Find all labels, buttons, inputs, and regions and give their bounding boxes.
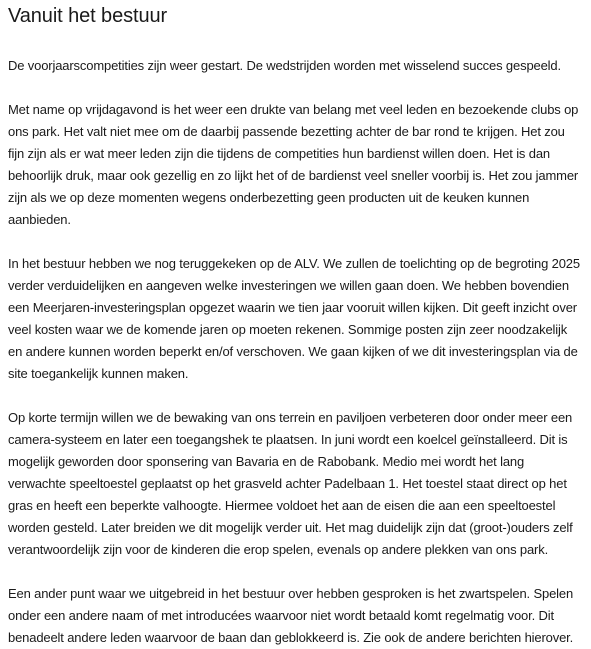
article-paragraph-3: In het bestuur hebben we nog teruggekeken op de ALV. We zullen de toelichting op de begroting 2025 verder verduidelijken en aangeven welke investeringen we willen gaan doen. We hebben bovendien een Meerjaren-investeringsplan opgezet waarin we tien jaar vooruit willen kijken. Dit geeft inzicht over veel kosten waar we de komende jaren op moeten rekenen. Sommige posten zijn zeer noodzakelijk en andere kunnen worden beperkt en/of verschoven. We gaan kijken of we dit investeringsplan via de site toegankelijk kunnen maken.	[8, 256, 580, 381]
article-body	[8, 55, 583, 649]
article-paragraph-2: Met name op vrijdagavond is het weer een drukte van belang met veel leden en bezoekende clubs op ons park. Het valt niet mee om de daarbij passende bezetting achter de bar rond te krijgen. Het zou fijn zijn als er wat meer leden zijn die tijdens de competities hun bardienst willen doen. Het is dan behoorlijk druk, maar ook gezellig en zo lijkt het of de bardienst veel sneller voorbij is. Het zou jammer zijn als we op deze momenten wegens onderbezetting geen producten uit de keuken kunnen aanbieden.	[8, 102, 579, 227]
article-paragraph-1: De voorjaarscompetities zijn weer gestart. De wedstrijden worden met wisselend succes gespeeld.	[8, 58, 561, 73]
article-paragraph-5: Een ander punt waar we uitgebreid in het bestuur over hebben gesproken is het zwartspelen. Spelen onder een andere naam of met introducées waarvoor niet wordt betaald komt regelmatig voor. Dit benadeelt andere leden waarvoor de baan dan geblokkeerd is. Zie ook de andere berichten hierover.	[8, 586, 574, 645]
article-paragraph-4: Op korte termijn willen we de bewaking van ons terrein en paviljoen verbeteren door onder meer een camera-systeem en later een toegangshek te plaatsen. In juni wordt een koelcel geïnstalleerd. Dit is mogelijk geworden door sponsering van Bavaria en de Rabobank. Medio mei wordt het lang verwachte speeltoestel geplaatst op het grasveld achter Padelbaan 1. Het toestel staat direct op het gras en heeft een beperkte valhoogte. Hiermee voldoet het aan de eisen die aan een speeltoestel worden gesteld. Later breiden we dit mogelijk verder uit. Het mag duidelijk zijn dat (groot-)ouders zelf verantwoordelijk zijn voor de kinderen die erop spelen, evenals op andere plekken van ons park.	[8, 410, 573, 557]
article-title: Vanuit het bestuur	[8, 5, 168, 27]
